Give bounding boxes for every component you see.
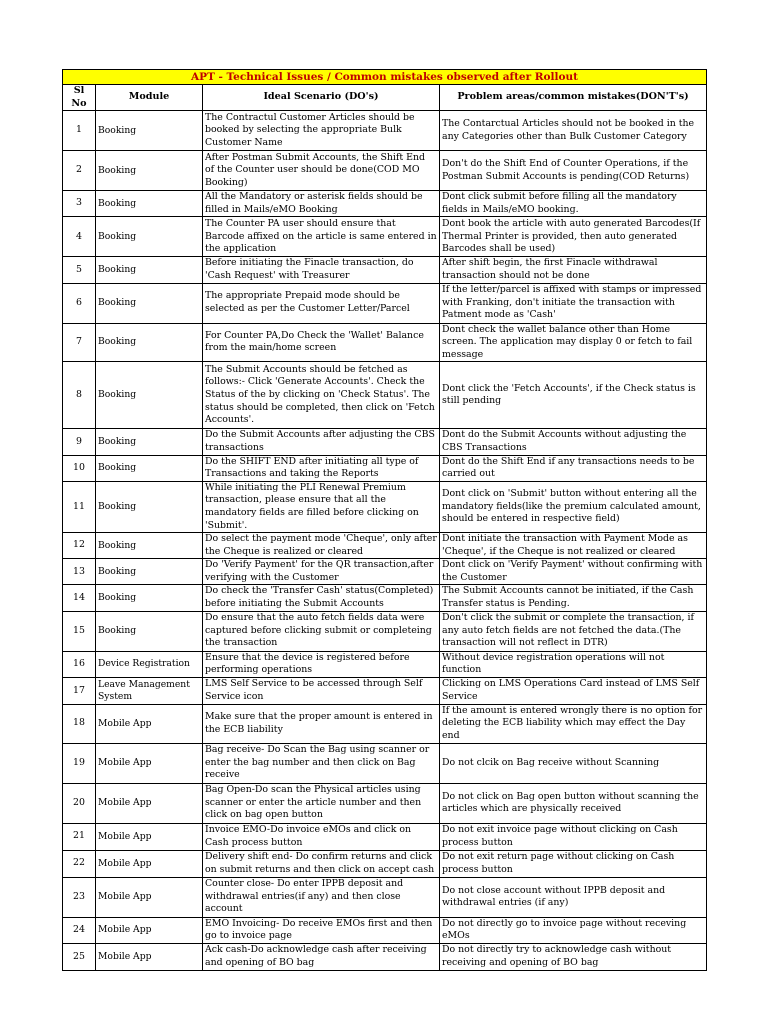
row-sl-number: 13: [63, 559, 96, 585]
sheet-title: APT - Technical Issues / Common mistakes observed after Rollout: [63, 70, 707, 85]
row-sl-number: 5: [63, 257, 96, 283]
row-sl-number: 7: [63, 323, 96, 362]
row-ideal-scenario: Do the Submit Accounts after adjusting the CBS transactions: [203, 429, 440, 455]
table-row: [63, 257, 707, 283]
row-problem-area: Without device registration operations will not function: [440, 651, 707, 677]
table-row: [63, 217, 707, 257]
row-sl-number: 3: [63, 191, 96, 217]
row-problem-area: Dont book the article with auto generated Barcodes(If Thermal Printer is provided, then auto generated Barcodes shall be used): [440, 217, 707, 257]
row-module: Mobile App: [96, 823, 203, 850]
row-ideal-scenario: Do ensure that the auto fetch fields data were captured before clicking submit or completeing the transaction: [203, 611, 440, 651]
row-problem-area: Dont initiate the transaction with Payment Mode as 'Cheque', if the Cheque is not realized or cleared: [440, 533, 707, 559]
row-sl-number: 6: [63, 283, 96, 323]
table-row: [63, 151, 707, 191]
row-ideal-scenario: After Postman Submit Accounts, the Shift End of the Counter user should be done(COD MO Booking): [203, 151, 440, 191]
row-sl-number: 17: [63, 677, 96, 704]
row-problem-area: Do not clcik on Bag receive without Scanning: [440, 743, 707, 783]
table-body: [63, 111, 707, 971]
row-problem-area: Dont do the Shift End if any transactions needs to be carried out: [440, 455, 707, 481]
row-module: Mobile App: [96, 943, 203, 970]
row-module: Booking: [96, 217, 203, 257]
row-sl-number: 12: [63, 533, 96, 559]
table-row: [63, 111, 707, 151]
row-sl-number: 16: [63, 651, 96, 677]
row-ideal-scenario: Delivery shift end- Do confirm returns and click on submit returns and then click on accept cash: [203, 850, 440, 877]
row-ideal-scenario: Bag receive- Do Scan the Bag using scanner or enter the bag number and then click on Bag receive: [203, 743, 440, 783]
table-row: [63, 323, 707, 362]
table-row: [63, 585, 707, 611]
table-row: [63, 611, 707, 651]
table-row: [63, 283, 707, 323]
row-problem-area: The Submit Accounts cannot be initiated, if the Cash Transfer status is Pending.: [440, 585, 707, 611]
row-ideal-scenario: LMS Self Service to be accessed through Self Service icon: [203, 677, 440, 704]
row-module: Booking: [96, 283, 203, 323]
row-module: Booking: [96, 611, 203, 651]
table-row: [63, 943, 707, 970]
row-sl-number: 15: [63, 611, 96, 651]
table-row: [63, 533, 707, 559]
table-row: [63, 704, 707, 743]
table-row: [63, 850, 707, 877]
row-module: Booking: [96, 559, 203, 585]
row-module: Booking: [96, 323, 203, 362]
row-problem-area: Do not click on Bag open button without scanning the articles which are physically received: [440, 783, 707, 823]
row-module: Booking: [96, 533, 203, 559]
row-problem-area: If the amount is entered wrongly there is no option for deleting the ECB liability which may effect the Day end: [440, 704, 707, 743]
row-problem-area: Dont click on 'Submit' button without entering all the mandatory fields(like the premium calculated amount, should be entered in respective field): [440, 481, 707, 532]
row-problem-area: Don't do the Shift End of Counter Operations, if the Postman Submit Accounts is pending(COD Returns): [440, 151, 707, 191]
row-problem-area: Dont check the wallet balance other than Home screen. The application may display 0 or fetch to fail message: [440, 323, 707, 362]
table-row: [63, 677, 707, 704]
row-module: Booking: [96, 191, 203, 217]
row-problem-area: After shift begin, the first Finacle withdrawal transaction should not be done: [440, 257, 707, 283]
row-module: Booking: [96, 362, 203, 429]
col-header-module: Module: [96, 85, 203, 111]
issues-table: [62, 69, 707, 971]
row-sl-number: 18: [63, 704, 96, 743]
row-ideal-scenario: Do select the payment mode 'Cheque', only after the Cheque is realized or cleared: [203, 533, 440, 559]
table-row: [63, 191, 707, 217]
row-module: Booking: [96, 111, 203, 151]
row-ideal-scenario: Ack cash-Do acknowledge cash after receiving and opening of BO bag: [203, 943, 440, 970]
row-sl-number: 24: [63, 917, 96, 943]
row-ideal-scenario: Before initiating the Finacle transaction, do 'Cash Request' with Treasurer: [203, 257, 440, 283]
row-sl-number: 25: [63, 943, 96, 970]
row-ideal-scenario: EMO Invoicing- Do receive EMOs first and then go to invoice page: [203, 917, 440, 943]
table-row: [63, 917, 707, 943]
row-problem-area: Do not close account without IPPB deposit and withdrawal entries (if any): [440, 877, 707, 917]
row-module: Booking: [96, 429, 203, 455]
row-sl-number: 9: [63, 429, 96, 455]
row-problem-area: Dont do the Submit Accounts without adjusting the CBS Transactions: [440, 429, 707, 455]
table-row: [63, 783, 707, 823]
row-ideal-scenario: The Submit Accounts should be fetched as follows:- Click 'Generate Accounts'. Check the Status of the by clicking on 'Check Status'. The status should be completed, then click on 'Fetch Accounts'.: [203, 362, 440, 429]
col-header-problem-areas: Problem areas/common mistakes(DON'T's): [440, 85, 707, 111]
row-module: Booking: [96, 585, 203, 611]
row-sl-number: 23: [63, 877, 96, 917]
row-module: Booking: [96, 257, 203, 283]
row-ideal-scenario: Do the SHIFT END after initiating all type of Transactions and taking the Reports: [203, 455, 440, 481]
row-module: Mobile App: [96, 743, 203, 783]
row-sl-number: 19: [63, 743, 96, 783]
row-module: Mobile App: [96, 877, 203, 917]
row-sl-number: 2: [63, 151, 96, 191]
row-ideal-scenario: Ensure that the device is registered before performing operations: [203, 651, 440, 677]
row-sl-number: 4: [63, 217, 96, 257]
row-ideal-scenario: Do 'Verify Payment' for the QR transaction,after verifying with the Customer: [203, 559, 440, 585]
row-ideal-scenario: For Counter PA,Do Check the 'Wallet' Balance from the main/home screen: [203, 323, 440, 362]
table-row: [63, 559, 707, 585]
table-row: [63, 429, 707, 455]
row-problem-area: If the letter/parcel is affixed with stamps or impressed with Franking, don't initiate the transaction with Patment mode as 'Cash': [440, 283, 707, 323]
row-problem-area: The Contarctual Articles should not be booked in the any Categories other than Bulk Customer Category: [440, 111, 707, 151]
row-ideal-scenario: Do check the 'Transfer Cash' status(Completed) before initiating the Submit Accounts: [203, 585, 440, 611]
row-module: Booking: [96, 481, 203, 532]
row-problem-area: Clicking on LMS Operations Card instead of LMS Self Service: [440, 677, 707, 704]
row-sl-number: 8: [63, 362, 96, 429]
row-module: Booking: [96, 151, 203, 191]
row-ideal-scenario: The Contractul Customer Articles should be booked by selecting the appropriate Bulk Customer Name: [203, 111, 440, 151]
row-module: Device Registration: [96, 651, 203, 677]
row-problem-area: Do not directly go to invoice page without receving eMOs: [440, 917, 707, 943]
row-ideal-scenario: Bag Open-Do scan the Physical articles using scanner or enter the article number and then click on bag open button: [203, 783, 440, 823]
header-row: [63, 85, 707, 111]
row-sl-number: 11: [63, 481, 96, 532]
row-sl-number: 10: [63, 455, 96, 481]
row-module: Booking: [96, 455, 203, 481]
col-header-sl-no: Sl No: [63, 85, 96, 111]
row-problem-area: Do not exit return page without clicking on Cash process button: [440, 850, 707, 877]
row-problem-area: Dont click the 'Fetch Accounts', if the Check status is still pending: [440, 362, 707, 429]
table-row: [63, 362, 707, 429]
row-sl-number: 1: [63, 111, 96, 151]
row-ideal-scenario: Invoice EMO-Do invoice eMOs and click on Cash process button: [203, 823, 440, 850]
col-header-ideal-scenario: Ideal Scenario (DO's): [203, 85, 440, 111]
row-module: Mobile App: [96, 704, 203, 743]
row-problem-area: Dont click submit before filling all the mandatory fields in Mails/eMO booking.: [440, 191, 707, 217]
row-ideal-scenario: While initiating the PLI Renewal Premium transaction, please ensure that all the mandatory fields are filled before clicking on 'Submit'.: [203, 481, 440, 532]
row-ideal-scenario: Counter close- Do enter IPPB deposit and withdrawal entries(if any) and then close account: [203, 877, 440, 917]
row-problem-area: Dont click on 'Verify Payment' without confirming with the Customer: [440, 559, 707, 585]
row-sl-number: 22: [63, 850, 96, 877]
row-module: Mobile App: [96, 850, 203, 877]
row-sl-number: 21: [63, 823, 96, 850]
row-sl-number: 20: [63, 783, 96, 823]
table-row: [63, 743, 707, 783]
row-problem-area: Do not exit invoice page without clicking on Cash process button: [440, 823, 707, 850]
row-module: Mobile App: [96, 783, 203, 823]
table-row: [63, 455, 707, 481]
row-problem-area: Don't click the submit or complete the transaction, if any auto fetch fields are not fetched the data.(The transaction will not reflect in DTR): [440, 611, 707, 651]
row-ideal-scenario: All the Mandatory or asterisk fields should be filled in Mails/eMO Booking: [203, 191, 440, 217]
table-row: [63, 481, 707, 532]
row-module: Mobile App: [96, 917, 203, 943]
row-ideal-scenario: The appropriate Prepaid mode should be selected as per the Customer Letter/Parcel: [203, 283, 440, 323]
table-row: [63, 877, 707, 917]
row-problem-area: Do not directly try to acknowledge cash without receiving and opening of BO bag: [440, 943, 707, 970]
row-ideal-scenario: Make sure that the proper amount is entered in the ECB liability: [203, 704, 440, 743]
table-row: [63, 823, 707, 850]
row-module: Leave Management System: [96, 677, 203, 704]
table-row: [63, 651, 707, 677]
row-ideal-scenario: The Counter PA user should ensure that Barcode affixed on the article is same entered in the application: [203, 217, 440, 257]
row-sl-number: 14: [63, 585, 96, 611]
